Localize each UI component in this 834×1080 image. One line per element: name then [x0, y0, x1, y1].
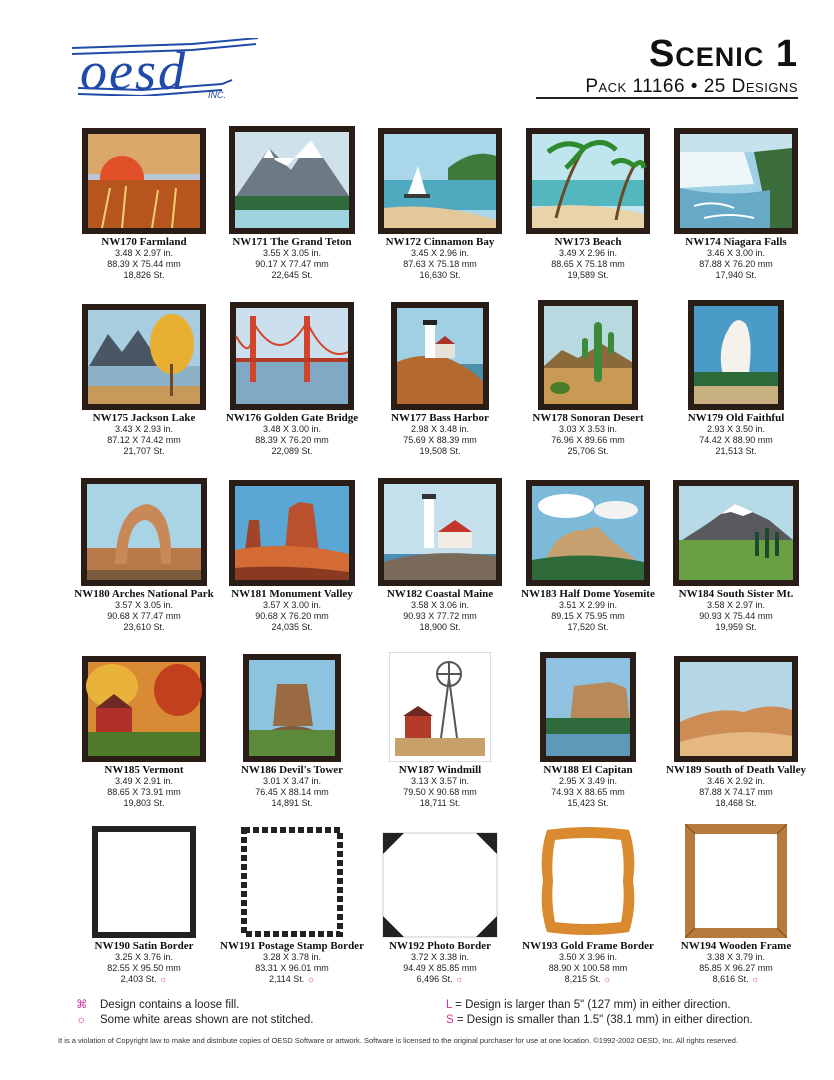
small-letter: S [446, 1014, 454, 1026]
design-mm: 88.65 X 75.18 mm [551, 259, 625, 269]
gold-frame-border-thumbnail [537, 824, 639, 938]
postage-stamp-border-thumbnail [240, 826, 344, 938]
design-mm: 88.90 X 100.58 mm [548, 963, 628, 973]
el-capitan-thumbnail [540, 652, 636, 762]
monument-valley-thumbnail [229, 480, 355, 586]
design-name: NW173 Beach [554, 236, 622, 248]
beach-thumbnail [526, 128, 650, 234]
design-stitches: 15,423 St. [567, 798, 609, 808]
design-stitches: 25,706 St. [567, 446, 609, 456]
design-inches: 3.25 X 3.76 in. [114, 952, 174, 962]
design-card [514, 124, 662, 300]
design-name: NW188 El Capitan [543, 764, 633, 776]
design-card [514, 828, 662, 1004]
design-name: NW178 Sonoran Desert [532, 412, 644, 424]
design-mm: 90.68 X 77.47 mm [107, 611, 181, 621]
design-name: NW189 South of Death Valley [666, 764, 806, 776]
coastal-maine-thumbnail [378, 478, 502, 586]
design-card [366, 124, 514, 300]
white-area-icon: ☼ [751, 974, 760, 984]
design-card [218, 828, 366, 1004]
design-inches: 3.72 X 3.38 in. [410, 952, 470, 962]
design-inches: 3.57 X 3.05 in. [114, 600, 174, 610]
half-dome-yosemite-thumbnail [526, 480, 650, 586]
design-mm: 85.85 X 96.27 mm [699, 963, 773, 973]
white-area-icon: ☼ [603, 974, 612, 984]
sonoran-desert-thumbnail [538, 300, 638, 410]
design-inches: 3.58 X 2.97 in. [706, 600, 766, 610]
vermont-thumbnail [82, 656, 206, 762]
design-name: NW181 Monument Valley [231, 588, 353, 600]
design-inches: 3.38 X 3.79 in. [706, 952, 766, 962]
design-name: NW172 Cinnamon Bay [385, 236, 495, 248]
jackson-lake-thumbnail [82, 304, 206, 410]
design-mm: 74.42 X 88.90 mm [699, 435, 773, 445]
golden-gate-bridge-thumbnail [230, 302, 354, 410]
design-name: NW186 Devil's Tower [240, 764, 344, 776]
design-name: NW182 Coastal Maine [386, 588, 494, 600]
design-name: NW171 The Grand Teton [232, 236, 352, 248]
design-mm: 87.63 X 75.18 mm [403, 259, 477, 269]
design-stitches: 18,711 St. [419, 798, 461, 808]
south-of-death-valley-thumbnail [674, 656, 798, 762]
design-stitches: 8,215 St. [564, 974, 601, 984]
design-name: NW185 Vermont [104, 764, 184, 776]
design-inches: 3.01 X 3.47 in. [262, 776, 322, 786]
design-card [366, 476, 514, 652]
design-mm: 88.65 X 73.91 mm [107, 787, 181, 797]
design-stitches: 6,496 St. [416, 974, 453, 984]
legend-small-text: = Design is smaller than 1.5" (38.1 mm) in either direction. [453, 1014, 753, 1026]
design-inches: 3.57 X 3.00 in. [262, 600, 322, 610]
design-inches: 3.58 X 3.06 in. [410, 600, 470, 610]
design-card [662, 828, 810, 1004]
design-mm: 87.12 X 74.42 mm [107, 435, 181, 445]
design-mm: 88.39 X 76.20 mm [255, 435, 329, 445]
design-card [70, 300, 218, 476]
design-inches: 3.50 X 3.96 in. [558, 952, 618, 962]
design-mm: 82.55 X 95.50 mm [107, 963, 181, 973]
design-name: NW180 Arches National Park [74, 588, 214, 600]
wooden-frame-thumbnail [685, 824, 787, 938]
design-name: NW192 Photo Border [388, 940, 492, 952]
devils-tower-thumbnail [243, 654, 341, 762]
bass-harbor-thumbnail [391, 302, 489, 410]
design-stitches: 2,114 St. [268, 974, 305, 984]
design-inches: 2.98 X 3.48 in. [410, 424, 470, 434]
design-inches: 3.55 X 3.05 in. [262, 248, 322, 258]
design-card [366, 300, 514, 476]
cinnamon-bay-thumbnail [378, 128, 502, 234]
design-card [218, 124, 366, 300]
design-stitches: 22,089 St. [271, 446, 313, 456]
design-inches: 3.03 X 3.53 in. [558, 424, 618, 434]
legend-loose-fill [76, 998, 314, 1013]
design-stitches: 22,645 St. [271, 270, 313, 280]
design-card [70, 652, 218, 828]
design-stitches: 21,513 St. [715, 446, 757, 456]
design-inches: 3.51 X 2.99 in. [558, 600, 618, 610]
design-name: NW177 Bass Harbor [391, 412, 489, 424]
old-faithful-thumbnail [688, 300, 784, 410]
design-card [366, 652, 514, 828]
design-stitches: 2,403 St. [120, 974, 157, 984]
design-inches: 3.48 X 2.97 in. [114, 248, 174, 258]
design-stitches: 23,610 St. [123, 622, 165, 632]
large-letter: L [446, 999, 452, 1011]
white-area-icon: ☼ [159, 974, 168, 984]
windmill-thumbnail [389, 652, 491, 762]
design-card [662, 300, 810, 476]
design-grid [70, 124, 810, 1004]
photo-border-thumbnail [382, 832, 498, 938]
design-mm: 90.93 X 75.44 mm [699, 611, 773, 621]
design-mm: 87.88 X 76.20 mm [699, 259, 773, 269]
logo-text: oesd [80, 41, 187, 101]
arches-national-park-thumbnail [81, 478, 207, 586]
page-title: Scenic 1 [648, 33, 798, 75]
white-area-icon: ☼ [306, 974, 316, 984]
design-name: NW179 Old Faithful [687, 412, 785, 424]
white-area-icon: ☼ [76, 1014, 87, 1026]
design-stitches: 17,520 St. [567, 622, 609, 632]
loose-fill-icon: ⌘ [76, 999, 88, 1011]
legend-white-areas [76, 1013, 314, 1028]
design-card [662, 476, 810, 652]
design-mm: 90.17 X 77.47 mm [255, 259, 329, 269]
design-name: NW187 Windmill [398, 764, 482, 776]
design-mm: 90.93 X 77.72 mm [403, 611, 477, 621]
design-mm: 76.45 X 88.14 mm [255, 787, 329, 797]
title-rule [536, 97, 798, 99]
design-stitches: 21,707 St. [123, 446, 165, 456]
design-card [662, 124, 810, 300]
design-mm: 74.93 X 88.65 mm [551, 787, 625, 797]
niagara-falls-thumbnail [674, 128, 798, 234]
design-inches: 3.49 X 2.96 in. [558, 248, 618, 258]
design-card [218, 476, 366, 652]
design-name: NW194 Wooden Frame [680, 940, 792, 952]
design-mm: 75.69 X 88.39 mm [403, 435, 477, 445]
design-name: NW184 South Sister Mt. [678, 588, 794, 600]
design-name: NW175 Jackson Lake [92, 412, 196, 424]
design-card [514, 476, 662, 652]
design-name: NW174 Niagara Falls [685, 236, 787, 248]
design-mm: 88.39 X 75.44 mm [107, 259, 181, 269]
design-card [514, 652, 662, 828]
farmland-thumbnail [82, 128, 206, 234]
design-inches: 2.95 X 3.49 in. [558, 776, 618, 786]
design-mm: 89.15 X 75.95 mm [551, 611, 625, 621]
design-name: NW193 Gold Frame Border [522, 940, 654, 952]
design-inches: 3.46 X 3.00 in. [706, 248, 766, 258]
design-stitches: 19,589 St. [567, 270, 609, 280]
design-card [366, 828, 514, 1004]
design-card [218, 300, 366, 476]
design-stitches: 24,035 St. [271, 622, 313, 632]
design-mm: 90.68 X 76.20 mm [255, 611, 329, 621]
legend-white-areas-text: Some white areas shown are not stitched. [100, 1014, 314, 1026]
satin-border-thumbnail [92, 826, 196, 938]
legend-right [446, 998, 753, 1028]
design-stitches: 18,826 St. [123, 270, 165, 280]
design-mm: 79.50 X 90.68 mm [403, 787, 477, 797]
design-stitches: 14,891 St. [271, 798, 313, 808]
design-name: NW170 Farmland [101, 236, 187, 248]
design-mm: 87.88 X 74.17 mm [699, 787, 773, 797]
design-stitches: 19,959 St. [715, 622, 757, 632]
design-card [70, 476, 218, 652]
design-inches: 3.49 X 2.91 in. [114, 776, 174, 786]
design-inches: 2.93 X 3.50 in. [706, 424, 766, 434]
design-stitches: 17,940 St. [715, 270, 757, 280]
design-inches: 3.13 X 3.57 in. [410, 776, 470, 786]
design-inches: 3.28 X 3.78 in. [262, 952, 322, 962]
design-card [662, 652, 810, 828]
grand-teton-thumbnail [229, 126, 355, 234]
design-card [218, 652, 366, 828]
design-inches: 3.43 X 2.93 in. [114, 424, 174, 434]
design-stitches: 19,508 St. [419, 446, 461, 456]
design-name: NW183 Half Dome Yosemite [521, 588, 655, 600]
design-mm: 76.96 X 89.66 mm [551, 435, 625, 445]
south-sister-mt-thumbnail [673, 480, 799, 586]
design-stitches: 8,616 St. [712, 974, 749, 984]
design-card [514, 300, 662, 476]
title-block [585, 34, 798, 98]
design-stitches: 18,900 St. [419, 622, 461, 632]
design-mm: 94.49 X 85.85 mm [403, 963, 477, 973]
logo-inc: INC. [208, 90, 226, 100]
oesd-logo [68, 36, 268, 106]
design-stitches: 16,630 St. [419, 270, 461, 280]
copyright-footer: It is a violation of Copyright law to make and distribute copies of OESD Software or artwork. Software is licensed to the original purchaser for use at one location. ©1992-2002 OESD, Inc. All rights reserved. [58, 1036, 739, 1045]
design-card [70, 124, 218, 300]
design-stitches: 19,803 St. [123, 798, 165, 808]
legend-left [76, 998, 314, 1028]
design-stitches: 18,468 St. [715, 798, 757, 808]
legend-large [446, 998, 753, 1013]
page-subtitle: Pack 11166 • 25 Designs [585, 76, 798, 97]
design-card [70, 828, 218, 1004]
legend-loose-fill-text: Design contains a loose fill. [100, 999, 240, 1011]
design-inches: 3.45 X 2.96 in. [410, 248, 470, 258]
legend-small [446, 1013, 753, 1028]
design-name: NW176 Golden Gate Bridge [225, 412, 359, 424]
design-inches: 3.48 X 3.00 in. [262, 424, 322, 434]
design-name: NW191 Postage Stamp Border [220, 940, 364, 952]
legend-large-text: = Design is larger than 5" (127 mm) in either direction. [451, 999, 731, 1011]
design-mm: 83.31 X 96.01 mm [255, 963, 329, 973]
design-inches: 3.46 X 2.92 in. [706, 776, 766, 786]
white-area-icon: ☼ [455, 974, 464, 984]
design-name: NW190 Satin Border [94, 940, 194, 952]
